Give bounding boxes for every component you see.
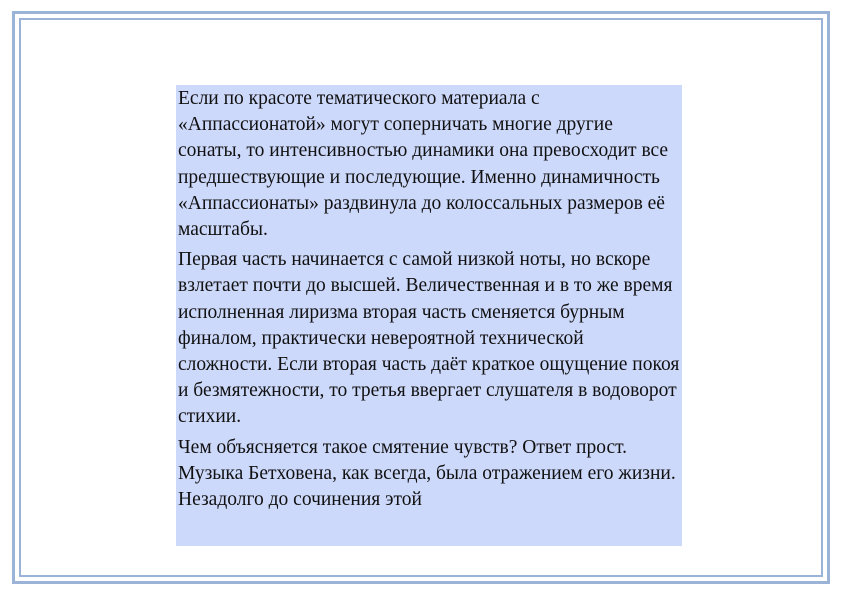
- text-block: [176, 85, 682, 546]
- paragraph-1: Если по красоте тематического материала с «Аппассионатой» могут соперничать многие другие сонаты, то интенсивностью динамики она превосходит все предшествующие и последующие. Именно динамичность «Аппассионаты» раздвинула до колоссальных размеров её масштабы.: [178, 88, 669, 241]
- paragraph-2: Первая часть начинается с самой низкой ноты, но вскоре взлетает почти до высшей. Величественная и в то же время исполненная лиризма вторая часть сменяется бурным финалом, практически невероятной технической сложности. Если вторая часть даёт краткое ощущение покоя и безмятежности, то третья ввергает слушателя в водоворот стихии.: [178, 249, 680, 428]
- paragraph-3: Чем объясняется такое смятение чувств? Ответ прост. Музыка Бетховена, как всегда, была отражением его жизни. Незадолго до сочинения этой: [178, 436, 676, 511]
